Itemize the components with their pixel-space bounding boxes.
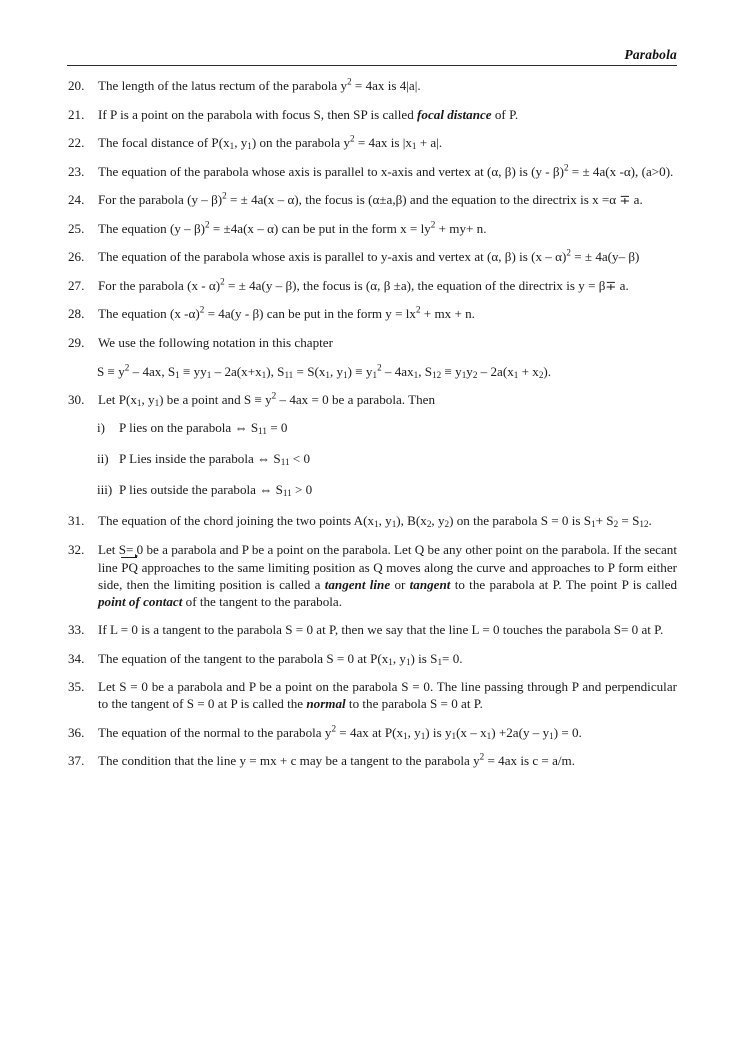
- list-item-text: The equation of the normal to the parabola $y^2 = 4ax$ at $P(x_1$, $y_1$) is $y_1(x - x_1) +2a(y - y_1) = 0$.: [98, 723, 582, 741]
- list-item: [67, 512, 677, 529]
- list-item-text: The equation of the tangent to the parabola S = 0 at $P(x_1$, $y_1$) is $S_1= 0$.: [98, 650, 463, 667]
- list-item-number: 26.: [68, 249, 85, 265]
- list-item-number: 20.: [68, 78, 85, 93]
- header-rule: [67, 65, 677, 66]
- list-item-text: Let S = 0 be a parabola and P be a point on the parabola S = 0. The line passing through P and perpendicular to the tangent of S = 0 at P is called the normal to the parabola S = 0 at P.: [98, 679, 677, 712]
- list-item-number: 37.: [68, 753, 85, 769]
- list-item: [67, 541, 677, 610]
- sublist-item-text: P lies on the parabola ⇔ $S_{11} = 0$: [119, 420, 288, 437]
- list-item: [67, 77, 677, 94]
- list-item: [67, 277, 677, 294]
- list-item-text: Let $P(x_1$, $y_1$) be a point and $S \equiv y^2 - 4ax = 0$ be a parabola. Then: [98, 390, 435, 408]
- list-item-number: 35.: [68, 679, 85, 695]
- list-item-text: We use the following notation in this chapter: [98, 334, 333, 350]
- list-item-text: The equation (x -α)$^2$ = 4a(y - β) can be put in the form $y = lx^2$ + mx + n.: [98, 304, 475, 322]
- sublist-item-number: ii): [97, 451, 109, 467]
- list-item-number: 32.: [68, 541, 85, 557]
- list-item: [67, 191, 677, 208]
- list-item-number: 28.: [68, 306, 85, 322]
- list-item-text: If L = 0 is a tangent to the parabola S = 0 at P, then we say that the line L = 0 touches the parabola S= 0 at P.: [98, 622, 664, 638]
- list-item: [67, 650, 677, 667]
- list-item-text: The equation of the parabola whose axis is parallel to y-axis and vertex at (α, β) is (x – α)$^2$ = ± 4a(y– β): [98, 247, 640, 265]
- list-item-number: 30.: [68, 391, 85, 407]
- list-item-number: 31.: [68, 513, 85, 529]
- list-item-text: For the parabola (x - α)$^2$ = ± 4a(y – β), the focus is (α, β ±a), the equation of the directrix is y = β∓ a.: [98, 275, 629, 293]
- sublist-item: [67, 481, 677, 498]
- display-formula: $S \equiv y^2 - 4ax$, $S_1 \equiv yy_1 - 2a(x+x_1)$, $S_{11} = S(x_1$, $y_1) \equiv y_1^2 - 4ax_1$, $S_{12} \equiv y_1y_2 - 2a(x_1 + x_2)$.: [97, 361, 552, 380]
- list-item: [67, 248, 677, 265]
- list-item-number: 21.: [68, 106, 85, 122]
- list-item: [67, 220, 677, 237]
- list-item-number: 24.: [68, 192, 85, 208]
- list-item-text: The condition that the line y = mx + c may be a tangent to the parabola $y^2 = 4ax$ is c = a/m.: [98, 751, 576, 769]
- list-item: [67, 391, 677, 408]
- list-item: [67, 724, 677, 741]
- numbered-item-list: [67, 77, 677, 769]
- sublist-item-text: P lies outside the parabola ⇔ $S_{11} > 0$: [119, 482, 313, 499]
- sublist-item-text: P Lies inside the parabola ⇔ $S_{11} < 0$: [119, 451, 311, 468]
- sublist-item: [67, 419, 677, 436]
- list-item-text: Let S= 0 be a parabola and P be a point on the parabola. Let Q be any other point on the parabola. If the secant line PQ approaches to the same limiting position as Q moves along the curve and approaches to P form either side, then the limiting position is called a tangent line or tangent to the parabola at P. The point P is called point of contact of the tangent to the parabola.: [98, 541, 677, 609]
- list-item-number: 34.: [68, 650, 85, 666]
- list-item-text: The equation of the parabola whose axis is parallel to x-axis and vertex at (α, β) is (y - β)$^2$ = ± 4a(x -α), (a>0).: [98, 161, 674, 179]
- list-item-text: If P is a point on the parabola with focus S, then SP is called focal distance of P.: [98, 106, 519, 122]
- list-item-text: The equation (y – β)$^2$ = ±4a(x – α) can be put in the form $x = ly^2 + my+ n$.: [98, 218, 487, 236]
- list-item-number: 29.: [68, 334, 85, 350]
- list-item: [67, 752, 677, 769]
- sublist-item-number: i): [97, 420, 105, 436]
- list-item-number: 22.: [68, 135, 85, 151]
- list-item-number: 27.: [68, 277, 85, 293]
- list-item-number: 33.: [68, 622, 85, 638]
- list-item-text: The length of the latus rectum of the parabola $y^2 = 4ax$ is 4|a|.: [98, 76, 421, 93]
- list-item-number: 36.: [68, 724, 85, 740]
- list-item: [67, 134, 677, 151]
- list-item: [67, 163, 677, 180]
- list-item: [67, 305, 677, 322]
- sublist-item: [67, 450, 677, 467]
- list-item-text: The focal distance of $P(x_1$, $y_1$) on the parabola $y^2 = 4ax$ is $|x_1 + a|$.: [98, 133, 443, 152]
- list-item: [67, 334, 677, 351]
- running-head: Parabola: [624, 47, 677, 62]
- list-item-number: 23.: [68, 163, 85, 179]
- list-item: [67, 678, 677, 712]
- roman-sublist: [67, 419, 677, 498]
- list-item-text: The equation of the chord joining the two points $A(x_1$, $y_1$), $B(x_2$, $y_2$) on the parabola S = 0 is $S_1+ S_2 = S_{12}$.: [98, 513, 652, 530]
- list-item-number: 25.: [68, 220, 85, 236]
- list-item: [67, 621, 677, 638]
- list-item-text: For the parabola (y – β)$^2$ = ± 4a(x – α), the focus is (α±a,β) and the equation to the directrix is x =α ∓ a.: [98, 190, 643, 208]
- sublist-item-number: iii): [97, 482, 113, 498]
- list-item: [67, 106, 677, 123]
